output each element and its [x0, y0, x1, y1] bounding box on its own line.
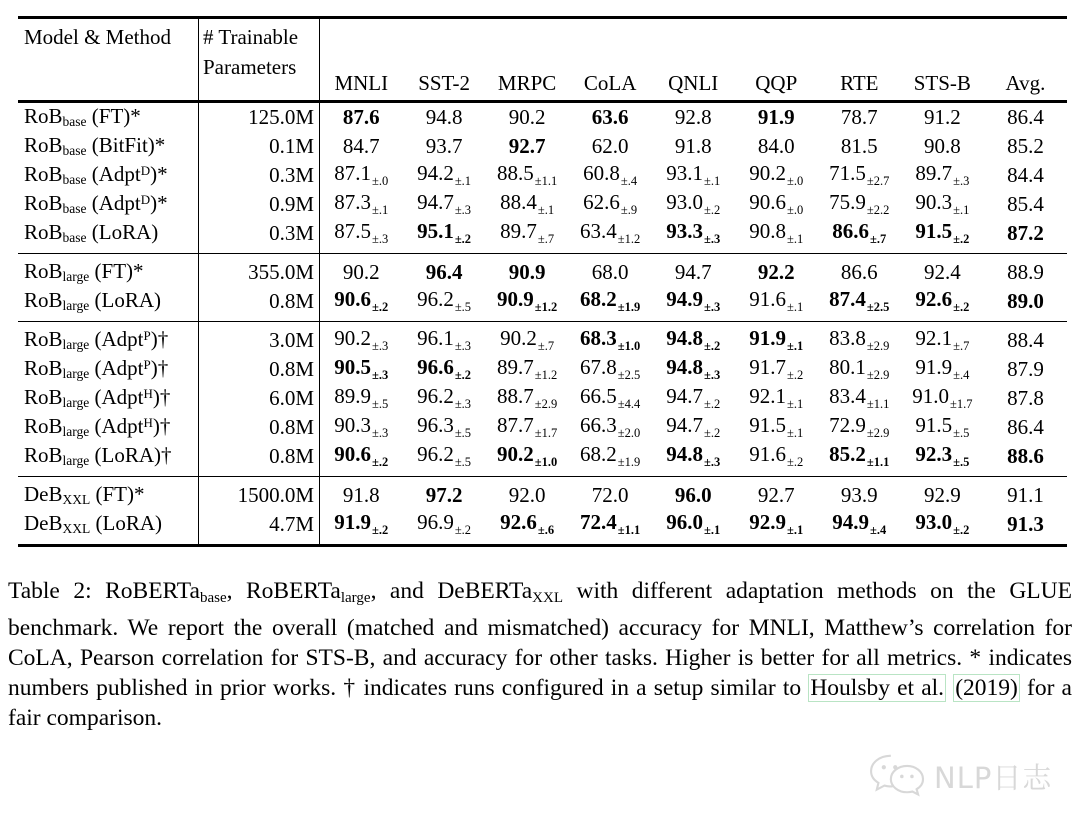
metric-value-cell: $94.8_{\pm.2}$ — [652, 322, 735, 356]
header-trainable-line2: Parameters — [203, 55, 297, 80]
metric-value-cell: $91.6_{\pm.2}$ — [749, 442, 804, 470]
metric-value-cell: 92.2 — [735, 254, 818, 288]
metric-value-cell: $90.9_{\pm 1.2}$ — [496, 287, 558, 315]
metric-value-cell: $93.0_{\pm.2}$ — [915, 510, 970, 538]
metric-value-cell: $96.2_{\pm.3}$ — [417, 384, 472, 412]
metric-value-cell: $94.7_{\pm.2}$ — [666, 384, 721, 412]
metric-value-cell: $90.3_{\pm.1}$ — [915, 190, 970, 218]
metric-value-cell: $91.9_{\pm.2}$ — [334, 510, 389, 538]
trainable-params-cell: 3.0M — [199, 322, 320, 356]
metric-value-cell: $91.0_{\pm 1.7}$ — [912, 384, 973, 412]
metric-value-cell: 88.6 — [1007, 444, 1044, 469]
model-method-cell: RoB$_{base}$ (Adpt$^D$)* — [18, 190, 199, 219]
trainable-params-cell: 0.3M — [199, 161, 320, 190]
metric-value-cell: 94.7 — [652, 254, 735, 288]
metric-value-cell: 87.6 — [342, 105, 380, 130]
metric-value-cell: $96.0_{\pm.1}$ — [666, 510, 721, 538]
metric-value-cell: $62.6_{\pm.9}$ — [583, 190, 638, 218]
metric-value-cell: 86.4 — [1007, 415, 1044, 440]
metric-value-cell: $87.5_{\pm.3}$ — [334, 219, 389, 247]
metric-value-cell: 93.9 — [818, 477, 901, 511]
metric-value-cell: 62.0 — [591, 134, 629, 159]
metric-value-cell: 91.2 — [923, 105, 961, 130]
metric-value-cell: $92.6_{\pm.6}$ — [500, 510, 555, 538]
metric-value-cell: 90.8 — [923, 134, 961, 159]
metric-value-cell: $94.9_{\pm.4}$ — [832, 510, 887, 538]
metric-value-cell: 84.7 — [342, 134, 380, 159]
citation-link[interactable]: (2019) — [955, 674, 1018, 701]
model-method-cell: RoB$_{large}$ (LoRA) — [18, 287, 199, 322]
metric-value-cell: $66.5_{\pm 4.4}$ — [580, 384, 641, 412]
metric-value-cell: $94.8_{\pm.3}$ — [666, 442, 721, 470]
header-row — [18, 18, 1067, 102]
metric-value-cell: $90.2_{\pm.0}$ — [749, 161, 804, 189]
metric-value-cell: $92.1_{\pm.7}$ — [901, 322, 984, 356]
metric-value-cell: $71.5_{\pm 2.7}$ — [829, 161, 890, 189]
metric-value-cell: $75.9_{\pm 2.2}$ — [829, 190, 890, 218]
metric-value-cell: 85.2 — [1007, 134, 1044, 159]
metric-value-cell: $89.9_{\pm.5}$ — [334, 384, 389, 412]
metric-value-cell: $89.7_{\pm 1.2}$ — [496, 355, 558, 383]
metric-value-cell: 92.0 — [486, 477, 569, 511]
metric-value-cell: $68.2_{\pm 1.9}$ — [580, 442, 641, 470]
trainable-params-cell: 0.9M — [199, 190, 320, 219]
metric-value-cell: $89.7_{\pm.3}$ — [915, 161, 970, 189]
table-row — [18, 384, 1067, 413]
metric-value-cell: $90.2_{\pm.7}$ — [486, 322, 569, 356]
metric-value-cell: 96.0 — [652, 477, 735, 511]
metric-value-cell: $91.5_{\pm.5}$ — [915, 413, 970, 441]
table-row — [18, 477, 1067, 511]
metric-value-cell: 90.2 — [320, 254, 403, 288]
metric-value-cell: 94.8 — [425, 105, 463, 130]
metric-value-cell: $83.8_{\pm 2.9}$ — [818, 322, 901, 356]
metric-value-cell: $94.9_{\pm.3}$ — [666, 287, 721, 315]
metric-value-cell: $92.3_{\pm.5}$ — [915, 442, 970, 470]
metric-value-cell: $90.2_{\pm.3}$ — [320, 322, 403, 356]
trainable-params-cell: 125.0M — [199, 102, 320, 133]
metric-value-cell: 91.9 — [757, 105, 795, 130]
metric-value-cell: $67.8_{\pm 2.5}$ — [580, 355, 641, 383]
metric-value-cell: 92.9 — [901, 477, 984, 511]
metric-value-cell: $90.3_{\pm.3}$ — [334, 413, 389, 441]
model-method-cell: RoB$_{base}$ (LoRA) — [18, 219, 199, 254]
metric-value-cell: 91.3 — [1007, 512, 1044, 537]
metric-value-cell: $87.1_{\pm.0}$ — [334, 161, 389, 189]
metric-value-cell: $87.7_{\pm 1.7}$ — [496, 413, 558, 441]
metric-value-cell: 84.4 — [1007, 163, 1044, 188]
metric-value-cell: $91.6_{\pm.1}$ — [749, 287, 804, 315]
table-row — [18, 442, 1067, 477]
header-metric-stsb: STS-B — [901, 18, 984, 102]
model-method-cell: DeB$_{XXL}$ (FT)* — [18, 477, 199, 511]
metric-value-cell: $94.8_{\pm.3}$ — [666, 355, 721, 383]
table-row — [18, 322, 1067, 356]
metric-value-cell: $63.4_{\pm 1.2}$ — [580, 219, 641, 247]
metric-value-cell: $60.8_{\pm.4}$ — [583, 161, 638, 189]
metric-value-cell: 90.2 — [508, 105, 546, 130]
metric-value-cell: $89.7_{\pm.7}$ — [500, 219, 555, 247]
metric-value-cell: $96.9_{\pm.2}$ — [417, 510, 472, 538]
metric-value-cell: $83.4_{\pm 1.1}$ — [829, 384, 890, 412]
metric-value-cell: $95.1_{\pm.2}$ — [417, 219, 472, 247]
header-metric-sst2: SST-2 — [403, 18, 486, 102]
metric-value-cell: $85.2_{\pm 1.1}$ — [829, 442, 890, 470]
metric-value-cell: $96.1_{\pm.3}$ — [403, 322, 486, 356]
header-metric-qqp: QQP — [735, 18, 818, 102]
trainable-params-cell: 0.8M — [199, 442, 320, 477]
metric-value-cell: $93.0_{\pm.2}$ — [666, 190, 721, 218]
wechat-icon — [868, 752, 926, 800]
table-row — [18, 219, 1067, 254]
metric-value-cell: 91.1 — [984, 477, 1067, 511]
metric-value-cell: $91.5_{\pm.2}$ — [915, 219, 970, 247]
metric-value-cell: 92.7 — [508, 134, 546, 159]
metric-value-cell: $90.8_{\pm.1}$ — [749, 219, 804, 247]
table-row — [18, 287, 1067, 322]
trainable-params-cell: 0.1M — [199, 132, 320, 161]
metric-value-cell: $80.1_{\pm 2.9}$ — [829, 355, 890, 383]
table-row — [18, 254, 1067, 288]
table-row — [18, 190, 1067, 219]
metric-value-cell: $72.4_{\pm 1.1}$ — [580, 510, 641, 538]
trainable-params-cell: 4.7M — [199, 510, 320, 546]
metric-value-cell: $86.6_{\pm.7}$ — [832, 219, 887, 247]
metric-value-cell: $91.5_{\pm.1}$ — [749, 413, 804, 441]
table-row — [18, 355, 1067, 384]
metric-value-cell: $92.1_{\pm.1}$ — [749, 384, 804, 412]
metric-value-cell: 91.8 — [320, 477, 403, 511]
model-method-cell: RoB$_{large}$ (FT)* — [18, 254, 199, 288]
metric-value-cell: $96.6_{\pm.2}$ — [417, 355, 472, 383]
metric-value-cell: 63.6 — [591, 105, 629, 130]
table-row — [18, 161, 1067, 190]
model-method-cell: RoB$_{large}$ (Adpt$^H$)† — [18, 384, 199, 413]
trainable-params-cell: 0.3M — [199, 219, 320, 254]
metric-value-cell: $90.6_{\pm.2}$ — [334, 442, 389, 470]
metric-value-cell: $90.6_{\pm.2}$ — [334, 287, 389, 315]
model-method-cell: RoB$_{base}$ (Adpt$^D$)* — [18, 161, 199, 190]
metric-value-cell: 87.8 — [1007, 386, 1044, 411]
metric-value-cell: $91.9_{\pm.1}$ — [735, 322, 818, 356]
metric-value-cell: $88.4_{\pm.1}$ — [500, 190, 555, 218]
header-metric-rte: RTE — [818, 18, 901, 102]
metric-value-cell: $87.3_{\pm.1}$ — [334, 190, 389, 218]
header-model-method: Model & Method — [18, 18, 199, 102]
trainable-params-cell: 0.8M — [199, 355, 320, 384]
metric-value-cell: 86.4 — [1007, 105, 1044, 130]
metric-value-cell: $90.5_{\pm.3}$ — [334, 355, 389, 383]
metric-value-cell: 87.9 — [1007, 357, 1044, 382]
metric-value-cell: 92.4 — [901, 254, 984, 288]
table-caption: Table 2: RoBERTa$_{base}$, RoBERTa$_{large}$, and DeBERTa$_{XXL}$ with different adaptation methods on the GLUE benchmark. We report the overall (matched and mismatched) accuracy for MNLI, Matthew’s correlation for CoLA, Pearson correlation for STS-B, and accuracy for other tasks. Higher is better for all metrics. * indicates numbers published in prior works. † indicates runs configured in a setup similar to Houlsby et al. (2019) for a fair comparison. — [8, 577, 1072, 731]
table-header — [18, 18, 1067, 102]
metric-value-cell: $94.7_{\pm.2}$ — [666, 413, 721, 441]
metric-value-cell: 89.0 — [1007, 289, 1044, 314]
header-trainable-line1: # Trainable — [203, 25, 299, 49]
metric-value-cell: 91.8 — [674, 134, 712, 159]
metric-value-cell: 85.4 — [1007, 192, 1044, 217]
metric-value-cell: $90.2_{\pm 1.0}$ — [496, 442, 558, 470]
metric-value-cell: $66.3_{\pm 2.0}$ — [580, 413, 641, 441]
metric-value-cell: $88.5_{\pm 1.1}$ — [496, 161, 558, 189]
model-method-cell: RoB$_{large}$ (Adpt$^H$)† — [18, 413, 199, 442]
metric-value-cell: $94.7_{\pm.3}$ — [417, 190, 472, 218]
metric-value-cell: $96.3_{\pm.5}$ — [417, 413, 472, 441]
trainable-params-cell: 0.8M — [199, 287, 320, 322]
metric-value-cell: 97.2 — [403, 477, 486, 511]
metric-value-cell: 93.7 — [425, 134, 463, 159]
trainable-params-cell: 6.0M — [199, 384, 320, 413]
metric-value-cell: $91.9_{\pm.4}$ — [915, 355, 970, 383]
trainable-params-cell: 355.0M — [199, 254, 320, 288]
table-row — [18, 102, 1067, 133]
table-row — [18, 510, 1067, 546]
metric-value-cell: 90.9 — [486, 254, 569, 288]
model-method-cell: RoB$_{large}$ (LoRA)† — [18, 442, 199, 477]
watermark-text: NLP日志 — [934, 760, 1053, 795]
watermark-nlp-rizhi — [868, 748, 1052, 804]
model-method-cell: RoB$_{base}$ (BitFit)* — [18, 132, 199, 161]
metric-value-cell: $91.7_{\pm.2}$ — [749, 355, 804, 383]
metric-value-cell: $93.3_{\pm.3}$ — [666, 219, 721, 247]
metric-value-cell: 92.7 — [735, 477, 818, 511]
metric-value-cell: 84.0 — [757, 134, 795, 159]
model-method-cell: RoB$_{large}$ (Adpt$^P$)† — [18, 322, 199, 356]
metric-value-cell: $72.9_{\pm 2.9}$ — [829, 413, 890, 441]
metric-value-cell: 68.0 — [569, 254, 652, 288]
metric-value-cell: $87.4_{\pm 2.5}$ — [829, 287, 890, 315]
table-row — [18, 132, 1067, 161]
table-row — [18, 413, 1067, 442]
metric-value-cell: $93.1_{\pm.1}$ — [666, 161, 721, 189]
metric-value-cell: 96.4 — [403, 254, 486, 288]
metric-value-cell: $68.2_{\pm 1.9}$ — [580, 287, 641, 315]
metric-value-cell: 78.7 — [840, 105, 878, 130]
header-metric-cola: CoLA — [569, 18, 652, 102]
metric-value-cell: $96.2_{\pm.5}$ — [417, 287, 472, 315]
metric-value-cell: $68.3_{\pm 1.0}$ — [569, 322, 652, 356]
header-metric-mrpc: MRPC — [486, 18, 569, 102]
header-trainable-parameters — [199, 18, 320, 102]
results-table — [18, 16, 1067, 547]
metric-value-cell: $90.6_{\pm.0}$ — [749, 190, 804, 218]
metric-value-cell: 88.9 — [984, 254, 1067, 288]
metric-value-cell: 81.5 — [840, 134, 878, 159]
trainable-params-cell: 0.8M — [199, 413, 320, 442]
model-method-cell: RoB$_{base}$ (FT)* — [18, 102, 199, 133]
metric-value-cell: 87.2 — [1007, 221, 1044, 246]
model-method-cell: DeB$_{XXL}$ (LoRA) — [18, 510, 199, 546]
citation-link[interactable]: Houlsby et al. — [810, 674, 945, 701]
trainable-params-cell: 1500.0M — [199, 477, 320, 511]
header-metric-qnli: QNLI — [652, 18, 735, 102]
header-metric-avg: Avg. — [984, 18, 1067, 102]
metric-value-cell: $92.6_{\pm.2}$ — [915, 287, 970, 315]
model-method-cell: RoB$_{large}$ (Adpt$^P$)† — [18, 355, 199, 384]
metric-value-cell: $88.7_{\pm 2.9}$ — [496, 384, 558, 412]
metric-value-cell: $94.2_{\pm.1}$ — [417, 161, 472, 189]
metric-value-cell: $96.2_{\pm.5}$ — [417, 442, 472, 470]
metric-value-cell: $92.9_{\pm.1}$ — [749, 510, 804, 538]
metric-value-cell: 72.0 — [569, 477, 652, 511]
metric-value-cell: 86.6 — [818, 254, 901, 288]
table-body — [18, 102, 1067, 546]
metric-value-cell: 88.4 — [984, 322, 1067, 356]
metric-value-cell: 92.8 — [674, 105, 712, 130]
header-metric-mnli: MNLI — [320, 18, 403, 102]
